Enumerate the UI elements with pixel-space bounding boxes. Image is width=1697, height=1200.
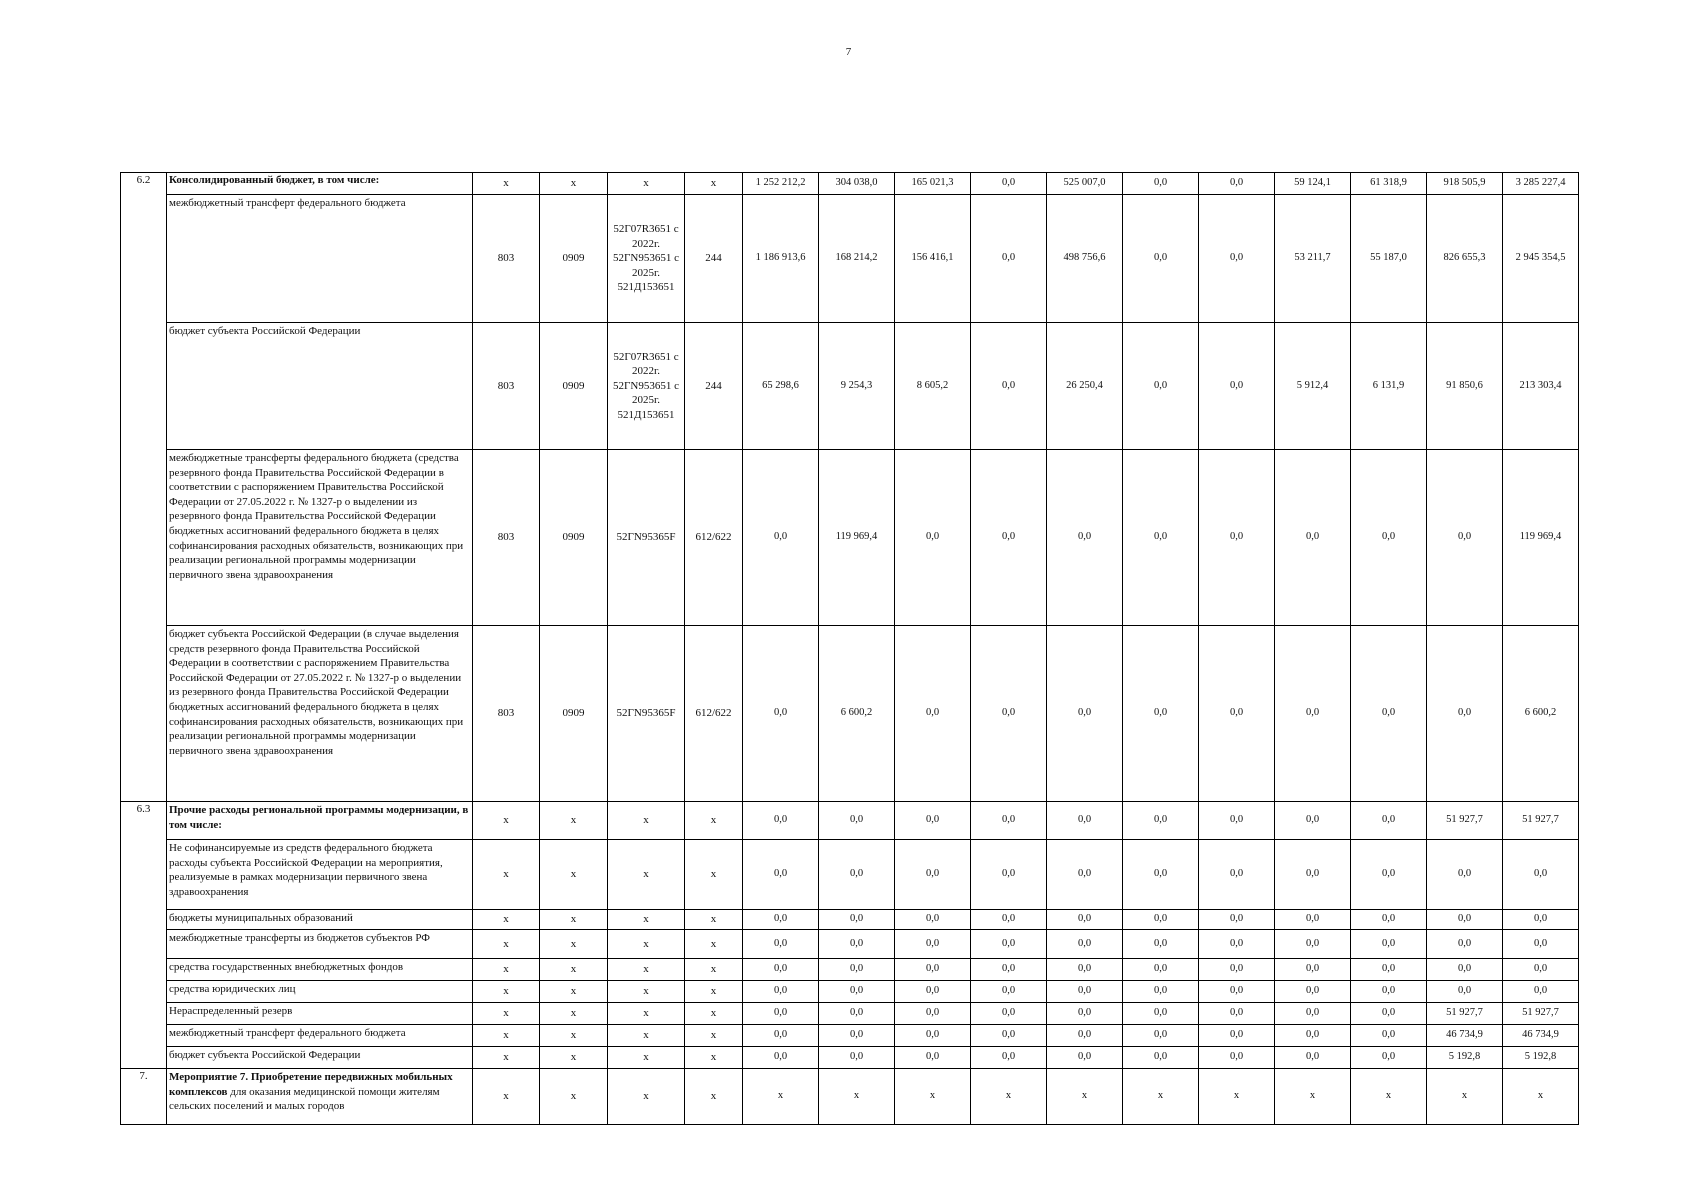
table-cell: 5 192,8	[1427, 1047, 1503, 1069]
table-cell: 0,0	[971, 910, 1047, 930]
table-cell: 0,0	[819, 802, 895, 840]
table-cell: x	[540, 173, 608, 195]
table-cell: 0,0	[743, 910, 819, 930]
table-cell: 0,0	[895, 930, 971, 959]
table-cell: 0,0	[1123, 173, 1199, 195]
table-cell: 0,0	[971, 840, 1047, 910]
table-cell: 0,0	[1047, 840, 1123, 910]
table-cell: x	[685, 1003, 743, 1025]
table-cell: x	[540, 1003, 608, 1025]
table-cell: x	[608, 840, 685, 910]
table-cell: x	[1503, 1069, 1579, 1125]
row-name	[167, 1069, 473, 1125]
table-cell: 525 007,0	[1047, 173, 1123, 195]
table-cell: x	[540, 910, 608, 930]
row-name: межбюджетные трансферты из бюджетов субъектов РФ	[167, 930, 473, 959]
table-cell: 0,0	[1123, 626, 1199, 802]
table-cell: 0,0	[1199, 981, 1275, 1003]
table-cell: 0,0	[1351, 1003, 1427, 1025]
table-cell: 0,0	[971, 626, 1047, 802]
table-cell: 0,0	[971, 1047, 1047, 1069]
table-cell: 826 655,3	[1427, 195, 1503, 323]
table-row	[121, 840, 1579, 910]
table-cell: 0,0	[1503, 840, 1579, 910]
table-cell: 8 605,2	[895, 323, 971, 450]
table-cell: 0,0	[1123, 1025, 1199, 1047]
table-cell: 0,0	[1123, 323, 1199, 450]
row-name: Консолидированный бюджет, в том числе:	[167, 173, 473, 195]
table-cell: 46 734,9	[1503, 1025, 1579, 1047]
table-cell: x	[685, 1069, 743, 1125]
table-row	[121, 173, 1579, 195]
table-row	[121, 626, 1579, 802]
table-cell: 91 850,6	[1427, 323, 1503, 450]
table-cell: 0,0	[743, 450, 819, 626]
table-cell: x	[540, 840, 608, 910]
table-cell: 0,0	[1351, 840, 1427, 910]
table-cell: 0,0	[1351, 930, 1427, 959]
table-cell: 51 927,7	[1503, 802, 1579, 840]
table-cell: x	[608, 1003, 685, 1025]
table-cell: 0,0	[1123, 450, 1199, 626]
row-number: 6.3	[121, 802, 167, 1069]
table-cell: x	[540, 802, 608, 840]
table-cell: 0,0	[743, 1003, 819, 1025]
table-cell: 0,0	[1199, 959, 1275, 981]
table-cell: 0,0	[1199, 930, 1275, 959]
page-number: 7	[845, 46, 852, 58]
table-cell: 0,0	[1199, 802, 1275, 840]
table-cell: 0,0	[1503, 910, 1579, 930]
table-cell: 6 131,9	[1351, 323, 1427, 450]
table-cell: x	[743, 1069, 819, 1125]
row-name: межбюджетный трансферт федерального бюджета	[167, 1025, 473, 1047]
table-cell: x	[540, 1069, 608, 1125]
table-cell: 0,0	[1351, 802, 1427, 840]
table-cell: 612/622	[685, 450, 743, 626]
table-cell: 119 969,4	[1503, 450, 1579, 626]
table-cell: 0,0	[895, 1047, 971, 1069]
table-cell: 0,0	[819, 1003, 895, 1025]
table-cell: x	[685, 959, 743, 981]
table-cell: 0,0	[743, 930, 819, 959]
table-cell: 0,0	[971, 981, 1047, 1003]
table-cell: 803	[473, 195, 540, 323]
table-cell: 0,0	[895, 802, 971, 840]
table-cell: 918 505,9	[1427, 173, 1503, 195]
table-cell: 0,0	[1427, 450, 1503, 626]
table-cell: 0,0	[1047, 1025, 1123, 1047]
table-cell: 0909	[540, 323, 608, 450]
table-row	[121, 195, 1579, 323]
table-cell: 0,0	[1123, 840, 1199, 910]
table-cell: x	[473, 173, 540, 195]
table-cell: 498 756,6	[1047, 195, 1123, 323]
table-cell: 0,0	[1351, 450, 1427, 626]
table-cell: 0,0	[895, 1025, 971, 1047]
table-cell: 0,0	[819, 959, 895, 981]
table-row	[121, 1069, 1579, 1125]
table-cell: 0,0	[971, 1025, 1047, 1047]
table-cell: 0,0	[1275, 930, 1351, 959]
table-cell: 0,0	[819, 840, 895, 910]
table-cell: x	[473, 1047, 540, 1069]
table-cell: 0,0	[1275, 450, 1351, 626]
table-cell: 0,0	[1275, 1025, 1351, 1047]
table-cell: 0,0	[1351, 981, 1427, 1003]
table-cell: 0,0	[895, 1003, 971, 1025]
table-cell: 0909	[540, 626, 608, 802]
table-cell: 0,0	[1427, 626, 1503, 802]
table-cell: x	[1199, 1069, 1275, 1125]
table-cell: x	[819, 1069, 895, 1125]
table-cell: x	[473, 1069, 540, 1125]
table-cell: x	[540, 959, 608, 981]
row-number: 6.2	[121, 173, 167, 802]
table-cell: x	[971, 1069, 1047, 1125]
table-cell: 803	[473, 450, 540, 626]
table-cell: 304 038,0	[819, 173, 895, 195]
table-cell: 0,0	[1123, 195, 1199, 323]
table-cell: 9 254,3	[819, 323, 895, 450]
row-name: межбюджетный трансферт федерального бюджета	[167, 195, 473, 323]
row-name: средства государственных внебюджетных фондов	[167, 959, 473, 981]
table-cell: 0,0	[743, 981, 819, 1003]
table-cell: 0,0	[819, 1047, 895, 1069]
table-cell: 0,0	[1275, 1003, 1351, 1025]
table-cell: x	[1351, 1069, 1427, 1125]
table-cell: x	[608, 959, 685, 981]
table-cell: 0,0	[1427, 930, 1503, 959]
table-cell: 0,0	[1275, 910, 1351, 930]
table-cell: 0,0	[743, 1025, 819, 1047]
table-cell: 0909	[540, 195, 608, 323]
table-cell: 6 600,2	[819, 626, 895, 802]
table-cell: 0,0	[971, 1003, 1047, 1025]
table-cell: 119 969,4	[819, 450, 895, 626]
table-cell: 0,0	[1351, 959, 1427, 981]
table-cell: 0909	[540, 450, 608, 626]
table-cell: x	[685, 802, 743, 840]
table-cell: 6 600,2	[1503, 626, 1579, 802]
table-row	[121, 910, 1579, 930]
table-cell: 0,0	[895, 626, 971, 802]
table-cell: 0,0	[819, 1025, 895, 1047]
table-cell: 0,0	[1047, 450, 1123, 626]
table-cell: x	[1123, 1069, 1199, 1125]
table-cell: 168 214,2	[819, 195, 895, 323]
table-row	[121, 1003, 1579, 1025]
table-cell: 0,0	[1123, 1003, 1199, 1025]
table-cell: 0,0	[895, 840, 971, 910]
table-cell: 0,0	[971, 802, 1047, 840]
table-cell: 0,0	[1047, 1047, 1123, 1069]
table-cell: 1 252 212,2	[743, 173, 819, 195]
table-cell: x	[685, 173, 743, 195]
table-row	[121, 1025, 1579, 1047]
table-cell: x	[1275, 1069, 1351, 1125]
table-cell: 5 192,8	[1503, 1047, 1579, 1069]
table-cell: x	[540, 1047, 608, 1069]
table-cell: 0,0	[1047, 626, 1123, 802]
table-cell: 0,0	[1047, 981, 1123, 1003]
row-name-rest: для оказания медицинской помощи жителям сельских поселений и малых городов	[169, 1085, 440, 1113]
table-cell: x	[685, 930, 743, 959]
table-cell: 803	[473, 626, 540, 802]
table-cell: 0,0	[1275, 1047, 1351, 1069]
table-cell: 0,0	[971, 930, 1047, 959]
row-name: Не софинансируемые из средств федерального бюджета расходы субъекта Российской Федерации на мероприятия, реализуемые в рамках модернизации первичного звена здравоохранения	[167, 840, 473, 910]
table-cell: 0,0	[1199, 840, 1275, 910]
table-row	[121, 1047, 1579, 1069]
table-cell: 0,0	[1123, 910, 1199, 930]
table-cell: 65 298,6	[743, 323, 819, 450]
table-cell: 51 927,7	[1427, 802, 1503, 840]
table-cell: 0,0	[1275, 840, 1351, 910]
table-cell: x	[473, 1025, 540, 1047]
table-cell: 0,0	[1047, 802, 1123, 840]
row-name: бюджет субъекта Российской Федерации (в случае выделения средств резервного фонда Правительства Российской Федерации в соответствии с распоряжением Правительства Российской Федерации от 27.05.2022 г. № 1327-р о выделении из резервного фонда Правительства Российской Федерации бюджетных ассигнований федерального бюджета в целях софинансирования расходных обязательств, возникающих при реализации региональной программы модернизации первичного звена здравоохранения	[167, 626, 473, 802]
table-cell: 0,0	[1123, 930, 1199, 959]
table-cell: x	[685, 910, 743, 930]
table-cell: 0,0	[819, 910, 895, 930]
table-cell: 55 187,0	[1351, 195, 1427, 323]
table-cell: x	[608, 802, 685, 840]
table-cell: 0,0	[819, 930, 895, 959]
budget-code-cell: 52Г07R3651 с 2022г. 52ГN953651 с 2025г. 521Д153651	[608, 195, 685, 323]
table-cell: 0,0	[1351, 910, 1427, 930]
table-cell: 0,0	[1351, 1047, 1427, 1069]
row-name: Нераспределенный резерв	[167, 1003, 473, 1025]
table-cell: x	[540, 1025, 608, 1047]
table-row	[121, 930, 1579, 959]
table-cell: x	[473, 930, 540, 959]
table-cell: x	[685, 1025, 743, 1047]
table-cell: 0,0	[1427, 959, 1503, 981]
table-cell: 0,0	[895, 981, 971, 1003]
table-cell: 46 734,9	[1427, 1025, 1503, 1047]
row-name: средства юридических лиц	[167, 981, 473, 1003]
table-row	[121, 981, 1579, 1003]
table-cell: 156 416,1	[895, 195, 971, 323]
table-cell: x	[540, 930, 608, 959]
table-cell: 244	[685, 195, 743, 323]
table-cell: 0,0	[743, 802, 819, 840]
table-cell: 0,0	[1123, 802, 1199, 840]
table-row	[121, 959, 1579, 981]
table-cell: 0,0	[743, 959, 819, 981]
table-cell: 0,0	[1047, 930, 1123, 959]
table-cell: 0,0	[1275, 981, 1351, 1003]
budget-code-cell: 52ГN95365F	[608, 626, 685, 802]
table-cell: 0,0	[1199, 450, 1275, 626]
row-name: бюджет субъекта Российской Федерации	[167, 323, 473, 450]
table-cell: x	[608, 981, 685, 1003]
table-cell: 0,0	[1047, 1003, 1123, 1025]
table-cell: x	[608, 1047, 685, 1069]
table-cell: x	[685, 840, 743, 910]
table-cell: 5 912,4	[1275, 323, 1351, 450]
table-cell: 612/622	[685, 626, 743, 802]
table-cell: 0,0	[971, 323, 1047, 450]
table-cell: 0,0	[1047, 910, 1123, 930]
row-name: межбюджетные трансферты федерального бюджета (средства резервного фонда Правительства Российской Федерации в соответствии с распоряжением Правительства Российской Федерации от 27.05.2022 г. № 1327-р о выделении из резервного фонда Правительства Российской Федерации бюджетных ассигнований федерального бюджета в целях софинансирования расходных обязательств, возникающих при реализации региональной программы модернизации первичного звена здравоохранения	[167, 450, 473, 626]
table-cell: 0,0	[743, 840, 819, 910]
table-cell: x	[473, 802, 540, 840]
table-cell: 1 186 913,6	[743, 195, 819, 323]
table-cell: 61 318,9	[1351, 173, 1427, 195]
table-cell: 0,0	[1275, 626, 1351, 802]
table-cell: 0,0	[1351, 626, 1427, 802]
table-cell: x	[473, 981, 540, 1003]
budget-code-cell: 52ГN95365F	[608, 450, 685, 626]
table-cell: 803	[473, 323, 540, 450]
table-cell: 51 927,7	[1427, 1003, 1503, 1025]
table-cell: 0,0	[1275, 959, 1351, 981]
table-cell: x	[685, 1047, 743, 1069]
table-cell: 0,0	[1199, 1047, 1275, 1069]
table-cell: x	[895, 1069, 971, 1125]
table-cell: x	[608, 173, 685, 195]
table-cell: 0,0	[1123, 959, 1199, 981]
table-cell: 0,0	[1199, 195, 1275, 323]
table-cell: x	[608, 1025, 685, 1047]
table-cell: 0,0	[1199, 173, 1275, 195]
table-cell: 0,0	[1123, 981, 1199, 1003]
table-cell: 0,0	[743, 1047, 819, 1069]
table-cell: 0,0	[1199, 323, 1275, 450]
table-cell: 0,0	[1199, 1025, 1275, 1047]
table-cell: 0,0	[743, 626, 819, 802]
table-cell: 2 945 354,5	[1503, 195, 1579, 323]
table-cell: x	[608, 910, 685, 930]
table-cell: x	[1047, 1069, 1123, 1125]
table-cell: 0,0	[1427, 981, 1503, 1003]
table-cell: 0,0	[1503, 981, 1579, 1003]
table-cell: 0,0	[895, 959, 971, 981]
table-cell: 26 250,4	[1047, 323, 1123, 450]
table-cell: 0,0	[971, 173, 1047, 195]
table-cell: 0,0	[1199, 626, 1275, 802]
table-cell: 0,0	[1275, 802, 1351, 840]
budget-table	[120, 172, 1579, 1125]
table-cell: 0,0	[1199, 1003, 1275, 1025]
row-name: бюджет субъекта Российской Федерации	[167, 1047, 473, 1069]
table-cell: 0,0	[819, 981, 895, 1003]
table-cell: 53 211,7	[1275, 195, 1351, 323]
table-cell: x	[1427, 1069, 1503, 1125]
table-row	[121, 802, 1579, 840]
row-number: 7.	[121, 1069, 167, 1125]
table-cell: x	[685, 981, 743, 1003]
row-name: бюджеты муниципальных образований	[167, 910, 473, 930]
row-name-bold: Мероприятие 7. Приобретение передвижных мобильных комплексов	[169, 1071, 453, 1098]
table-cell: x	[473, 910, 540, 930]
table-row	[121, 323, 1579, 450]
table-cell: 0,0	[971, 450, 1047, 626]
budget-code-cell: 52Г07R3651 с 2022г. 52ГN953651 с 2025г. 521Д153651	[608, 323, 685, 450]
table-row	[121, 450, 1579, 626]
table-cell: 0,0	[895, 910, 971, 930]
table-cell: 0,0	[1047, 959, 1123, 981]
table-cell: 0,0	[971, 959, 1047, 981]
table-cell: 0,0	[1503, 959, 1579, 981]
table-cell: 59 124,1	[1275, 173, 1351, 195]
table-cell: x	[473, 840, 540, 910]
table-cell: 0,0	[1351, 1025, 1427, 1047]
table-cell: 0,0	[1123, 1047, 1199, 1069]
table-cell: 165 021,3	[895, 173, 971, 195]
table-cell: 213 303,4	[1503, 323, 1579, 450]
table-cell: 51 927,7	[1503, 1003, 1579, 1025]
table-cell: 0,0	[1427, 910, 1503, 930]
table-cell: 3 285 227,4	[1503, 173, 1579, 195]
table-cell: x	[608, 1069, 685, 1125]
table-cell: 244	[685, 323, 743, 450]
table-cell: 0,0	[1503, 930, 1579, 959]
table-cell: 0,0	[1427, 840, 1503, 910]
table-cell: x	[473, 959, 540, 981]
table-cell: 0,0	[971, 195, 1047, 323]
table-cell: x	[473, 1003, 540, 1025]
table-cell: x	[540, 981, 608, 1003]
row-name: Прочие расходы региональной программы модернизации, в том числе:	[167, 802, 473, 840]
table-cell: 0,0	[895, 450, 971, 626]
table-cell: x	[608, 930, 685, 959]
table-cell: 0,0	[1199, 910, 1275, 930]
